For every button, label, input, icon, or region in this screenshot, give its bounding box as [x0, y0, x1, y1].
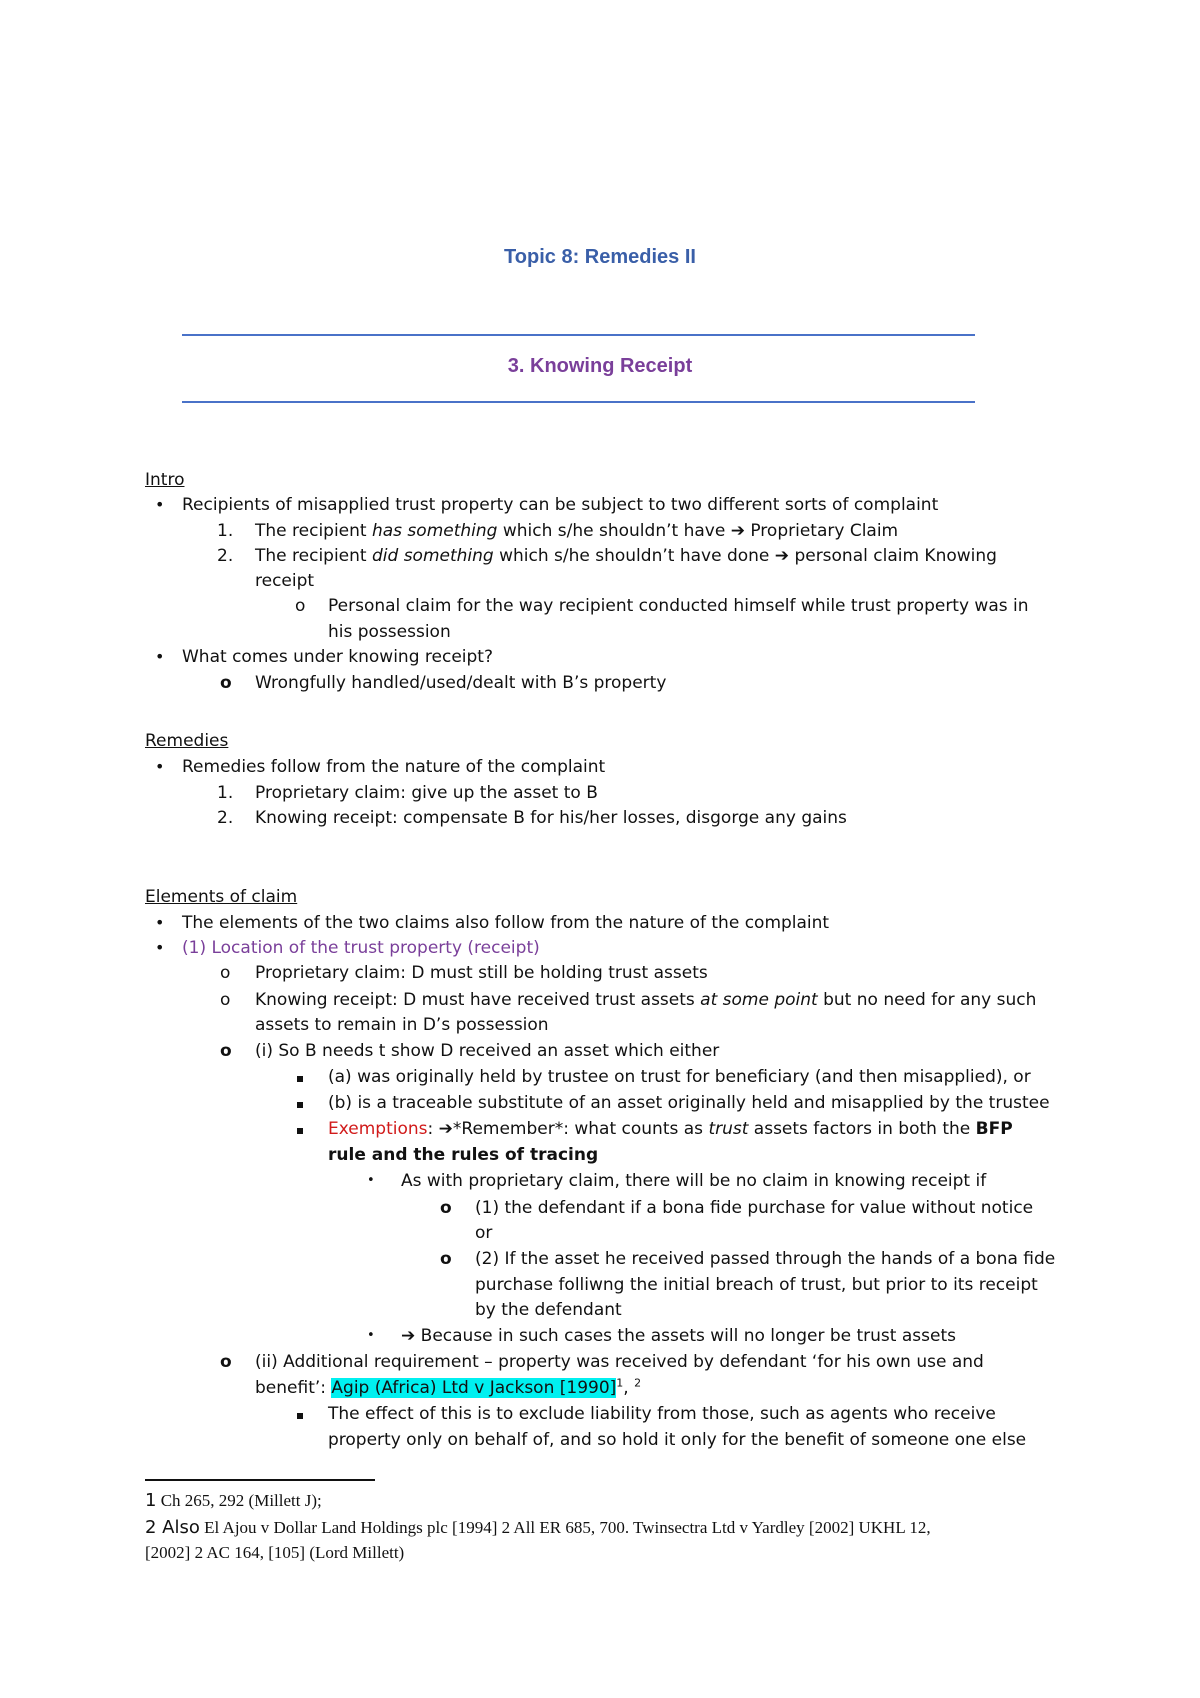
bullet-marker: •: [367, 1328, 375, 1343]
remedies-heading: Remedies: [145, 731, 229, 751]
circle-marker: o: [220, 990, 231, 1010]
square-marker: [297, 1404, 303, 1424]
elements-dot-2: ➔ Because in such cases the assets will no longer be trust assets: [401, 1326, 956, 1346]
bullet-marker: •: [155, 647, 165, 666]
elements-square-4: The effect of this is to exclude liability from those, such as agents who receive: [328, 1404, 996, 1424]
elements-sub-2: Knowing receipt: D must have received trust assets at some point but no need for any such: [255, 990, 1037, 1010]
circle-marker: o: [295, 596, 306, 616]
intro-point-2: What comes under knowing receipt?: [182, 647, 493, 667]
footnote-ref-2[interactable]: 2: [634, 1376, 642, 1390]
page-title: Topic 8: Remedies II: [504, 246, 696, 268]
arrow-icon: ➔: [730, 521, 745, 541]
elements-dot-1: As with proprietary claim, there will be no claim in knowing receipt if: [401, 1171, 987, 1191]
elements-deep-2: (2) If the asset he received passed through the hands of a bona fide: [475, 1249, 1056, 1269]
bullet-marker: •: [155, 495, 165, 514]
footnote-1: 1 Ch 265, 292 (Millett J);: [145, 1490, 322, 1511]
circle-marker: o: [220, 1041, 232, 1061]
intro-point-1: Recipients of misapplied trust property can be subject to two different sorts of complaint: [182, 495, 939, 515]
intro-numbered-2-cont: receipt: [255, 571, 315, 591]
arrow-icon: ➔: [438, 1119, 453, 1139]
intro-numbered-1: The recipient has something which s/he shouldn’t have ➔ Proprietary Claim: [255, 521, 899, 541]
square-marker: [297, 1093, 303, 1113]
arrow-icon: ➔: [774, 546, 790, 566]
circle-marker: o: [220, 963, 231, 983]
circle-marker: o: [440, 1198, 452, 1218]
elements-point-2: (1) Location of the trust property (receipt): [182, 938, 540, 958]
elements-square-1: (a) was originally held by trustee on trust for beneficiary (and then misapplied), or: [328, 1067, 1031, 1087]
title-divider-bottom: [182, 401, 975, 403]
intro-sub-1-cont: his possession: [328, 622, 451, 642]
elements-heading: Elements of claim: [145, 887, 298, 907]
intro-numbered-2: The recipient did something which s/he shouldn’t have done ➔ personal claim Knowing: [255, 546, 997, 566]
elements-square-3: Exemptions: ➔*Remember*: what counts as trust assets factors in both the BFP: [328, 1119, 1013, 1139]
circle-marker: o: [220, 673, 232, 693]
bullet-marker: •: [155, 757, 165, 776]
square-marker: [297, 1067, 303, 1087]
section-title: 3. Knowing Receipt: [507, 355, 693, 377]
footnote-2: 2 Also El Ajou v Dollar Land Holdings plc [1994] 2 All ER 685, 700. Twinsectra Ltd v Yardley [2002] UKHL 12,: [145, 1517, 931, 1538]
elements-deep-2-cont-2: by the defendant: [475, 1300, 622, 1320]
elements-sub-1: Proprietary claim: D must still be holding trust assets: [255, 963, 708, 983]
bullet-marker: •: [155, 938, 165, 957]
list-number: 1.: [217, 521, 234, 541]
list-number: 1.: [217, 783, 234, 803]
elements-square-3-cont: rule and the rules of tracing: [328, 1145, 599, 1165]
remedies-point-1: Remedies follow from the nature of the complaint: [182, 757, 606, 777]
elements-sub-3: (i) So B needs t show D received an asset which either: [255, 1041, 720, 1061]
intro-sub-1: Personal claim for the way recipient conducted himself while trust property was in: [328, 596, 1029, 616]
elements-sub-4-cont: benefit’: Agip (Africa) Ltd v Jackson $[1990]^1$, $^2$: [255, 1376, 642, 1398]
remedies-numbered-2: Knowing receipt: compensate B for his/her losses, disgorge any gains: [255, 808, 847, 828]
remedies-numbered-1: Proprietary claim: give up the asset to B: [255, 783, 598, 803]
footnote-divider: [145, 1479, 375, 1481]
footnote-ref-1[interactable]: 1: [616, 1376, 624, 1390]
elements-sub-4: (ii) Additional requirement – property was received by defendant ‘for his own use and: [255, 1352, 984, 1372]
square-marker: [297, 1119, 303, 1139]
circle-marker: o: [440, 1249, 452, 1269]
elements-sub-2-cont: assets to remain in D’s possession: [255, 1015, 549, 1035]
title-divider-top: [182, 334, 975, 336]
list-number: 2.: [217, 808, 234, 828]
circle-marker: o: [220, 1352, 232, 1372]
elements-square-4-cont: property only on behalf of, and so hold it only for the benefit of someone one else: [328, 1430, 1027, 1450]
intro-heading: Intro: [145, 470, 185, 490]
elements-deep-1-cont: or: [475, 1223, 493, 1243]
elements-square-2: (b) is a traceable substitute of an asset originally held and misapplied by the trustee: [328, 1093, 1050, 1113]
elements-point-1: The elements of the two claims also follow from the nature of the complaint: [182, 913, 830, 933]
intro-sub-2: Wrongfully handled/used/dealt with B’s property: [255, 673, 667, 693]
case-citation: Agip (Africa) Ltd v Jackson [1990]: [331, 1378, 617, 1398]
bullet-marker: •: [367, 1173, 375, 1188]
arrow-icon: ➔: [401, 1326, 416, 1346]
elements-deep-1: (1) the defendant if a bona fide purchase for value without notice: [475, 1198, 1034, 1218]
footnote-2-cont: [2002] 2 AC 164, [105] (Lord Millett): [145, 1543, 405, 1562]
list-number: 2.: [217, 546, 234, 566]
elements-deep-2-cont: purchase folliwng the initial breach of trust, but prior to its receipt: [475, 1275, 1038, 1295]
bullet-marker: •: [155, 913, 165, 932]
